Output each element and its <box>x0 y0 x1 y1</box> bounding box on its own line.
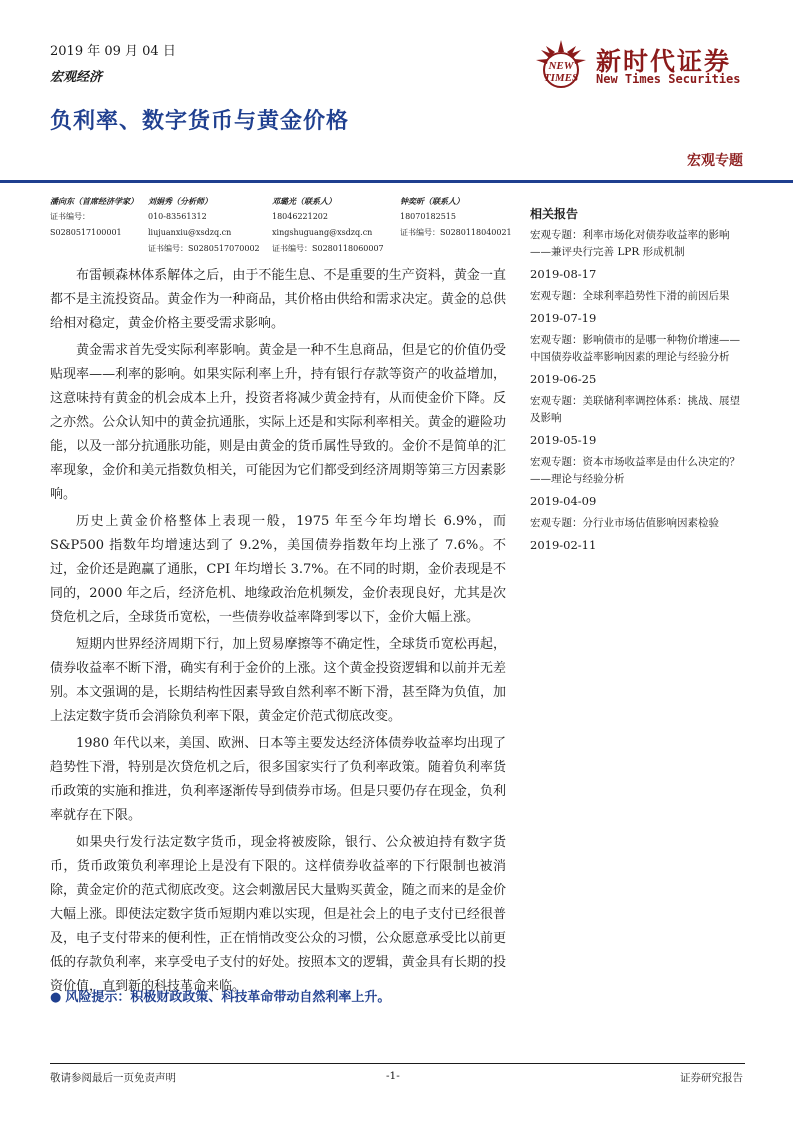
body-paragraph: 1980 年代以来，美国、欧洲、日本等主要发达经济体债券收益率均出现了趋势性下滑，特别是次贷危机之后，很多国家实行了负利率政策。随着负利率货币政策的实施和推进，负利率逐渐传导到债券市场。但是只要仍存在现金，负利率就存在下限。 <box>50 736 506 823</box>
risk-warning <box>50 986 510 1005</box>
footer-disclaimer: 敬请参阅最后一页免责声明 <box>50 1072 176 1084</box>
analyst-card <box>50 193 145 241</box>
analyst-card <box>272 193 390 257</box>
related-report-item[interactable] <box>530 393 745 449</box>
analyst-cert: 证书编号：S0280517070002 <box>148 244 260 253</box>
analyst-line: S0280517100001 <box>50 228 122 237</box>
analyst-cert: 证书编号：S0280118040021 <box>400 228 512 237</box>
analyst-phone: 18046221202 <box>272 212 328 221</box>
related-report-title[interactable]: 宏观专题：影响债市的是哪一种物价增速——中国债券收益率影响因素的理论与经验分析 <box>530 334 740 363</box>
report-type: 宏观专题 <box>687 153 743 169</box>
analyst-name: 钟奕昕（联系人） <box>400 196 464 206</box>
related-report-item[interactable] <box>530 227 745 283</box>
related-report-title[interactable]: 宏观专题：利率市场化对债券收益率的影响——兼评央行完善 LPR 形成机制 <box>530 229 730 258</box>
body-paragraph: 短期内世界经济周期下行，加上贸易摩擦等不确定性，全球货币宽松再起，债券收益率不断下滑，确实有利于金价的上涨。这个黄金投资逻辑和以前并无差别。本文强调的是，长期结构性因素导致自然利率不断下滑，甚至降为负值，加上法定数字货币会消除负利率下限，黄金定价范式彻底改变。 <box>50 637 506 724</box>
risk-text: 积极财政政策、科技革命带动自然利率上升。 <box>130 990 391 1005</box>
body-paragraph: 如果央行发行法定数字货币，现金将被废除，银行、公众被迫持有数字货币，货币政策负利率理论上是没有下限的。这样债券收益率的下行限制也被消除，黄金定价的范式彻底改变。这会刺激居民大量购买黄金，随之而来的是金价大幅上涨。即使法定数字货币短期内难以实现，但是社会上的电子支付已经很普及，电子支付带来的便利性，正在悄悄改变公众的习惯，公众愿意承受比以前更低的存款负利率，来享受电子支付的好处。按照本文的逻辑，黄金具有长期的投资价值，直到新的科技革命来临。 <box>50 835 506 994</box>
analyst-phone: 18070182515 <box>400 212 456 221</box>
page-number: -1- <box>386 1070 400 1082</box>
logo-mark-line2: TIMES <box>543 72 579 84</box>
analyst-name: 潘向东（首席经济学家） <box>50 196 138 206</box>
related-report-title[interactable]: 宏观专题：资本市场收益率是由什么决定的？——理论与经验分析 <box>530 456 740 485</box>
related-report-date: 2019-04-09 <box>530 494 597 508</box>
risk-label: 风险提示： <box>65 990 131 1005</box>
analyst-card <box>148 193 270 257</box>
related-reports <box>530 206 745 559</box>
related-report-date: 2019-02-11 <box>530 538 597 552</box>
page-title: 负利率、数字货币与黄金价格 <box>50 108 350 134</box>
related-report-date: 2019-05-19 <box>530 433 597 447</box>
analyst-card <box>400 193 515 241</box>
analyst-email[interactable]: xingshuguang@xsdzq.cn <box>272 228 373 237</box>
analyst-line: 证书编号： <box>50 212 90 221</box>
analyst-cert: 证书编号：S0280118060007 <box>272 244 384 253</box>
related-report-title[interactable]: 宏观专题：分行业市场估值影响因素检验 <box>530 517 719 529</box>
related-reports-heading: 相关报告 <box>530 207 579 221</box>
analyst-email[interactable]: liujuanxiu@xsdzq.cn <box>148 228 232 237</box>
report-date: 2019 年 09 月 04 日 <box>50 44 176 59</box>
related-report-item[interactable] <box>530 454 745 510</box>
logo-name-cn: 新时代证券 <box>596 47 732 76</box>
related-report-item[interactable] <box>530 515 745 554</box>
logo-name-en: New Times Securities <box>596 72 741 86</box>
related-report-item[interactable] <box>530 332 745 388</box>
body-paragraph: 布雷顿森林体系解体之后，由于不能生息、不是重要的生产资料，黄金一直都不是主流投资品。黄金作为一种商品，其价格由供给和需求决定。黄金的总供给相对稳定，黄金价格主要受需求影响。 <box>50 268 506 331</box>
company-logo <box>530 38 745 94</box>
body-paragraph: 历史上黄金价格整体上表现一般，1975 年至今年均增长 6.9%，而S&P500 指数年均增速达到了 9.2%，美国债券指数年均上涨了 7.6%。不过，金价还是跑赢了通胀，CPI 年均增长 3.7%。在不同的时期，金价表现是不同的，2000 年之后，经济危机、地缘政治危机频发，金价表现良好，尤其是次贷危机之后，全球货币宽松，一些债券收益率降到零以下，金价大幅上涨。 <box>50 514 506 625</box>
footer-divider <box>50 1063 745 1064</box>
related-report-date: 2019-06-25 <box>530 372 597 386</box>
analyst-name: 邓璐光（联系人） <box>272 196 336 206</box>
related-report-title[interactable]: 宏观专题：全球利率趋势性下滑的前因后果 <box>530 290 730 302</box>
logo-mark-line1: NEW <box>548 60 574 72</box>
analyst-phone: 010-83561312 <box>148 212 207 221</box>
footer-report-label: 证券研究报告 <box>680 1072 743 1084</box>
report-category: 宏观经济 <box>50 70 103 85</box>
analyst-name: 刘娟秀（分析师） <box>148 196 212 206</box>
bullet-icon: ● <box>50 990 62 1005</box>
sunburst-logo-icon <box>530 38 592 94</box>
related-report-title[interactable]: 宏观专题：美联储利率调控体系：挑战、展望及影响 <box>530 395 740 424</box>
body-paragraph: 黄金需求首先受实际利率影响。黄金是一种不生息商品，但是它的价值仍受贴现率——利率的影响。如果实际利率上升，持有银行存款等资产的收益增加，这意味持有黄金的机会成本上升，投资者将减少黄金持有，从而使金价下降。反之亦然。公众认知中的黄金抗通胀，实际上还是和实际利率相关。黄金的避险功能，以及一部分抗通胀功能，则是由黄金的货币属性导致的。金价不是简单的汇率现象，金价和美元指数负相关，可能因为它们都受到经济周期等第三方因素影响。 <box>50 343 506 502</box>
report-body <box>50 264 506 1002</box>
header-divider <box>0 180 793 183</box>
related-report-date: 2019-08-17 <box>530 267 597 281</box>
related-report-date: 2019-07-19 <box>530 311 597 325</box>
related-report-item[interactable] <box>530 288 745 327</box>
